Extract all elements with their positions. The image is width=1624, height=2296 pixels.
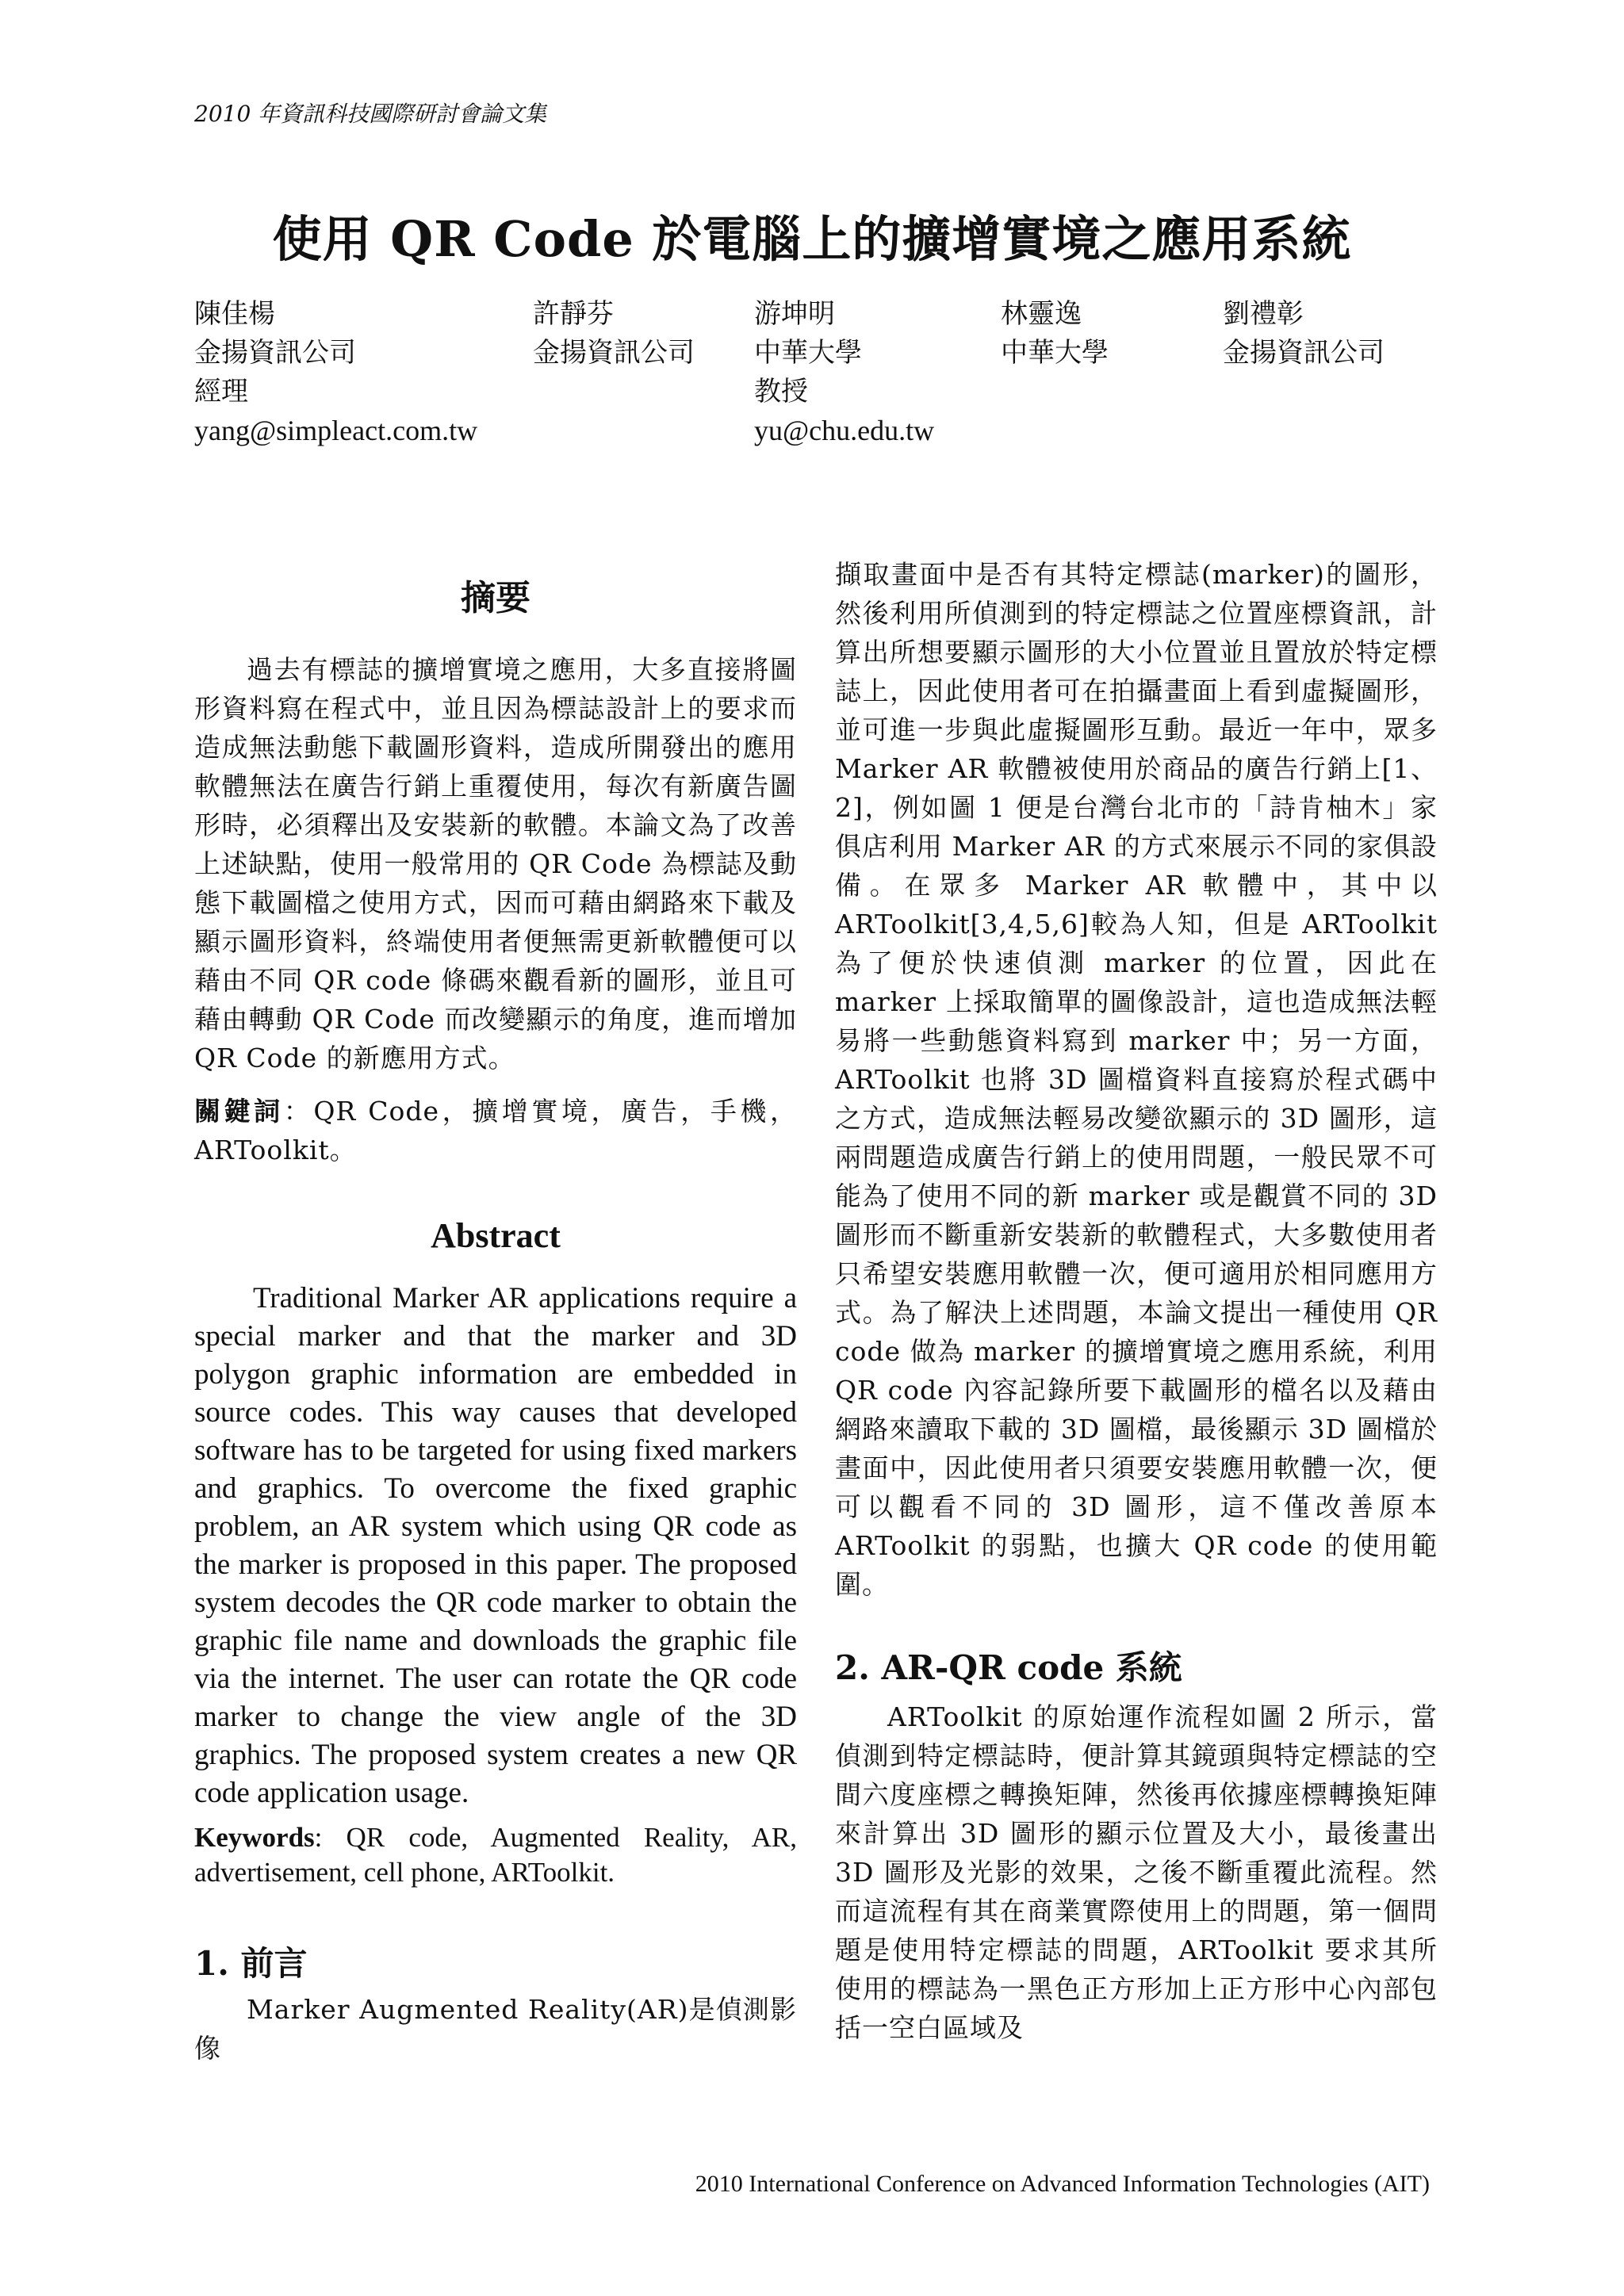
section2-body: ARToolkit 的原始運作流程如圖 2 所示，當偵測到特定標誌時，便計算其鏡頭與特定標誌的空間六度座標之轉換矩陣，然後再依據座標轉換矩陣來計算出 3D 圖形的顯示位置及大小，最後畫出 3D 圖形及光影的效果，之後不斷重覆此流程。然而這流程有其在商業實際使用上的問題，第一個問題是使用特定標誌的問題，ARToolkit 要求其所使用的標誌為一黑色正方形加上正方形中心內部包括一空白區域及	[835, 1701, 1438, 2043]
author-affiliation: 金揚資訊公司	[194, 337, 356, 369]
author-affiliation: 金揚資訊公司	[533, 337, 695, 369]
section1-intro: Marker Augmented Reality(AR)是偵測影像	[194, 1994, 797, 2064]
section1-continued: 擷取畫面中是否有其特定標誌(marker)的圖形，然後利用所偵測到的特定標誌之位置座標資訊，計算出所想要顯示圖形的大小位置並且置放於特定標誌上，因此使用者可在拍攝畫面上看到虛擬圖形，並可進一步與此虛擬圖形互動。最近一年中，眾多 Marker AR 軟體被使用於商品的廣告行銷上[1、2]，例如圖 1 便是台灣台北市的「詩肯柚木」家俱店利用 Marker AR 的方式來展示不同的家俱設備。在眾多 Marker AR 軟體中，其中以 ARToolkit[3,4,5,6]較為人知，但是 ARToolkit 為了便於快速偵測 marker 的位置，因此在 marker 上採取簡單的圖像設計，這也造成無法輕易將一些動態資料寫到 marker 中；另一方面，ARToolkit 也將 3D 圖檔資料直接寫於程式碼中之方式，造成無法輕易改變欲顯示的 3D 圖形，這兩問題造成廣告行銷上的使用問題，一般民眾不可能為了使用不同的新 marker 或是觀賞不同的 3D 圖形而不斷重新安裝新的軟體程式，大多數使用者只希望安裝應用軟體一次，便可適用於相同應用方式。為了解決上述問題，本論文提出一種使用 QR code 做為 marker 的擴增實境之應用系統，利用 QR code 內容記錄所要下載圖形的檔名以及藉由網路來讀取下載的 3D 圖檔，最後顯示 3D 圖檔於畫面中，因此使用者只須要安裝應用軟體一次，便可以觀看不同的 3D 圖形，這不僅改善原本 ARToolkit 的弱點，也擴大 QR code 的使用範圍。	[835, 559, 1438, 1600]
abstract-cn-body: 過去有標誌的擴增實境之應用，大多直接將圖形資料寫在程式中，並且因為標誌設計上的要求而造成無法動態下載圖形資料，造成所開發出的應用軟體無法在廣告行銷上重覆使用，每次有新廣告圖形時，必須釋出及安裝新的軟體。本論文為了改善上述缺點，使用一般常用的 QR Code 為標誌及動態下載圖檔之使用方式，因而可藉由網路來下載及顯示圖形資料，終端使用者便無需更新軟體便可以藉由不同 QR code 條碼來觀看新的圖形，並且可藉由轉動 QR Code 而改變顯示的角度，進而增加 QR Code 的新應用方式。	[194, 654, 797, 1073]
author-affiliation: 中華大學	[1001, 337, 1109, 369]
paper-title: 使用 QR Code 於電腦上的擴增實境之應用系統	[272, 210, 1352, 268]
keywords-cn-label: 關鍵詞	[194, 1096, 284, 1127]
author-1	[194, 295, 477, 450]
author-position: 教授	[754, 376, 808, 408]
author-3	[754, 295, 934, 450]
author-5	[1223, 295, 1385, 373]
abstract-en-heading: Abstract	[431, 1216, 561, 1255]
author-position: 經理	[194, 376, 248, 408]
keywords-en-label: Keywords	[194, 1822, 315, 1853]
right-column	[835, 555, 1438, 2047]
left-column	[194, 555, 797, 2068]
running-header: 2010 年資訊科技國際研討會論文集	[194, 101, 547, 127]
author-2	[533, 295, 695, 373]
author-name: 許靜芬	[533, 298, 614, 330]
author-name: 林靈逸	[1001, 298, 1082, 330]
author-affiliation: 金揚資訊公司	[1223, 337, 1385, 369]
keywords-en-text: : QR code, Augmented Reality, AR, advertisement, cell phone, ARToolkit.	[194, 1822, 797, 1888]
author-email: yang@simpleact.com.tw	[194, 415, 478, 446]
author-name: 劉禮彰	[1223, 298, 1304, 330]
keywords-cn	[194, 1092, 797, 1169]
author-4	[1001, 295, 1109, 373]
author-affiliation: 中華大學	[754, 337, 862, 369]
abstract-en-body: Traditional Marker AR applications require a special marker and that the marker and 3D polygon graphic information are embedded in source codes. This way causes that developed software has to be targeted for using fixed markers and graphics. To overcome the fixed graphic problem, an AR system which using QR code as the marker is proposed in this paper. The proposed system decodes the QR code marker to obtain the graphic file name and downloads the graphic file via the internet. The user can rotate the QR code marker to change the view angle of the 3D graphics. The proposed system creates a new QR code application usage.	[194, 1282, 797, 1809]
section2-heading: 2. AR-QR code 系統	[835, 1648, 1182, 1687]
conference-footer: 2010 International Conference on Advanced Information Technologies (AIT)	[695, 2171, 1430, 2197]
author-name: 游坤明	[754, 298, 835, 330]
keywords-cn-text: ：QR Code，擴增實境，廣告，手機，ARToolkit。	[194, 1096, 797, 1165]
author-block	[194, 295, 1463, 453]
keywords-en	[194, 1820, 797, 1890]
author-name: 陳佳楊	[194, 298, 275, 330]
section1-heading: 1. 前言	[194, 1944, 308, 1983]
abstract-cn-heading: 摘要	[461, 578, 530, 618]
author-email: yu@chu.edu.tw	[754, 415, 935, 446]
